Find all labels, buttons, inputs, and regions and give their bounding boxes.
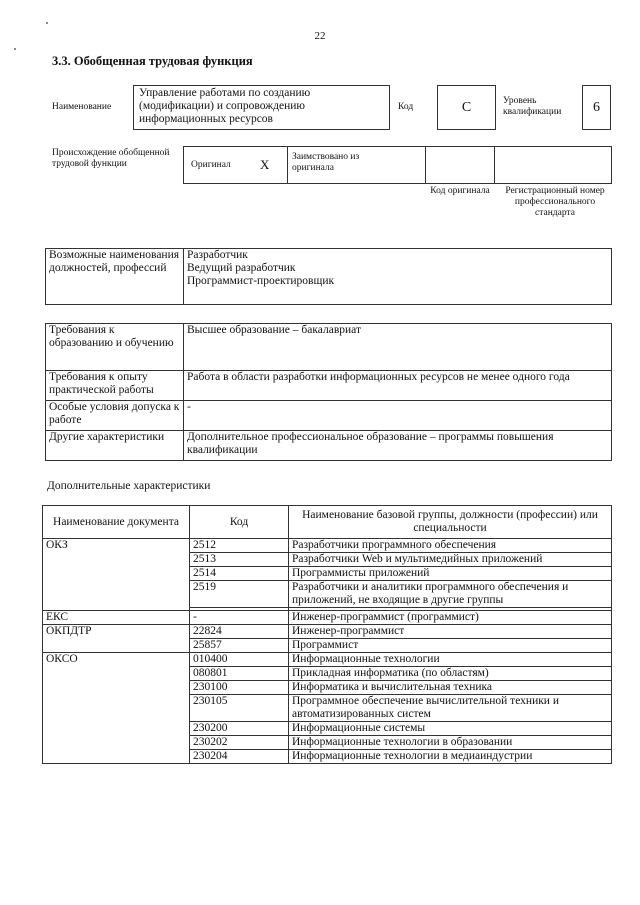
name-cell: Инженер-программист — [289, 625, 612, 639]
code-cell: 230105 — [190, 695, 289, 722]
additional-header-row — [43, 506, 612, 539]
borrowed-label: Заимствовано из оригинала — [292, 152, 360, 173]
name-cell: Разработчики программного обеспечения — [289, 539, 612, 553]
section-title: 3.3. Обобщенная трудовая функция — [52, 54, 253, 68]
code-cell: 2513 — [190, 553, 289, 567]
function-name-box — [133, 85, 390, 130]
code-cell: 25857 — [190, 639, 289, 653]
name-cell: Программист — [289, 639, 612, 653]
doc-cell: ОКПДТР — [43, 625, 190, 653]
header-document: Наименование документа — [43, 506, 190, 539]
requirement-label: Требования к образованию и обучению — [46, 324, 184, 371]
code-cell: 230100 — [190, 681, 289, 695]
code-value: C — [461, 99, 472, 115]
code-cell: 080801 — [190, 667, 289, 681]
additional-title: Дополнительные характеристики — [47, 480, 211, 492]
requirement-value: - — [184, 401, 612, 431]
level-box — [582, 85, 611, 130]
name-cell: Информационные системы — [289, 722, 612, 736]
table-row — [43, 611, 612, 625]
requirements-table — [45, 323, 612, 461]
page-number: 22 — [314, 30, 326, 42]
position-item: Ведущий разработчик — [187, 262, 296, 274]
code-label: Код — [398, 102, 414, 112]
name-cell: Прикладная информатика (по областям) — [289, 667, 612, 681]
original-mark: X — [260, 157, 270, 172]
level-value: 6 — [593, 99, 600, 115]
requirement-value: Высшее образование – бакалавриат — [184, 324, 612, 371]
code-cell: 230200 — [190, 722, 289, 736]
table-row — [43, 653, 612, 667]
scan-speck — [46, 22, 48, 24]
doc-cell: ЕКС — [43, 611, 190, 625]
doc-cell: ОКСО — [43, 653, 190, 764]
table-row — [43, 539, 612, 553]
name-cell: Информационные технологии в медиаиндустрии — [289, 750, 612, 764]
code-original-caption: Код оригинала — [430, 186, 490, 196]
requirement-value: Дополнительное профессиональное образование – программы повышения квалификации — [184, 431, 612, 461]
name-cell: Программное обеспечение вычислительной техники и автоматизированных систем — [289, 695, 612, 722]
name-cell: Программисты приложений — [289, 567, 612, 581]
positions-label: Возможные наименования должностей, профессий — [46, 249, 184, 305]
table-row — [43, 625, 612, 639]
code-cell: 2519 — [190, 581, 289, 608]
code-cell: 010400 — [190, 653, 289, 667]
requirement-row — [46, 431, 612, 461]
requirement-row — [46, 371, 612, 401]
requirement-label: Особые условия допуска к работе — [46, 401, 184, 431]
origin-divider — [494, 147, 495, 183]
reg-number-caption: Регистрационный номер профессионального стандарта — [505, 186, 605, 218]
origin-divider — [287, 147, 288, 183]
name-cell: Информационные технологии — [289, 653, 612, 667]
name-cell: Инженер-программист (программист) — [289, 611, 612, 625]
scan-speck — [14, 48, 16, 50]
positions-row — [46, 249, 612, 305]
name-cell: Разработчики и аналитики программного обеспечения и приложений, не входящие в другие группы — [289, 581, 612, 608]
requirement-row — [46, 324, 612, 371]
positions-values — [184, 249, 612, 305]
doc-cell: ОКЗ — [43, 539, 190, 611]
original-label: Оригинал — [191, 160, 231, 170]
code-cell: 2512 — [190, 539, 289, 553]
requirement-row — [46, 401, 612, 431]
name-cell: Разработчики Web и мультимедийных приложений — [289, 553, 612, 567]
level-label: Уровень квалификации — [503, 96, 562, 117]
requirement-label: Другие характеристики — [46, 431, 184, 461]
header-code: Код — [190, 506, 289, 539]
origin-box — [183, 146, 612, 184]
code-cell: 2514 — [190, 567, 289, 581]
name-label: Наименование — [52, 102, 112, 112]
position-item: Программист-проектировщик — [187, 275, 335, 287]
requirement-label: Требования к опыту практической работы — [46, 371, 184, 401]
name-cell: Информатика и вычислительная техника — [289, 681, 612, 695]
name-cell: Информационные технологии в образовании — [289, 736, 612, 750]
header-name: Наименование базовой группы, должности (профессии) или специальности — [289, 506, 612, 539]
positions-table — [45, 248, 612, 305]
function-name: Управление работами по созданию (модификации) и сопровождению информационных ресурсов — [139, 87, 311, 125]
additional-table — [42, 505, 612, 764]
origin-divider — [425, 147, 426, 183]
position-item: Разработчик — [187, 249, 248, 261]
code-cell: - — [190, 611, 289, 625]
code-cell: 230204 — [190, 750, 289, 764]
code-cell: 22824 — [190, 625, 289, 639]
code-cell: 230202 — [190, 736, 289, 750]
origin-label: Происхождение обобщенной трудовой функции — [52, 148, 170, 169]
requirement-value: Работа в области разработки информационных ресурсов не менее одного года — [184, 371, 612, 401]
code-box — [437, 85, 496, 130]
